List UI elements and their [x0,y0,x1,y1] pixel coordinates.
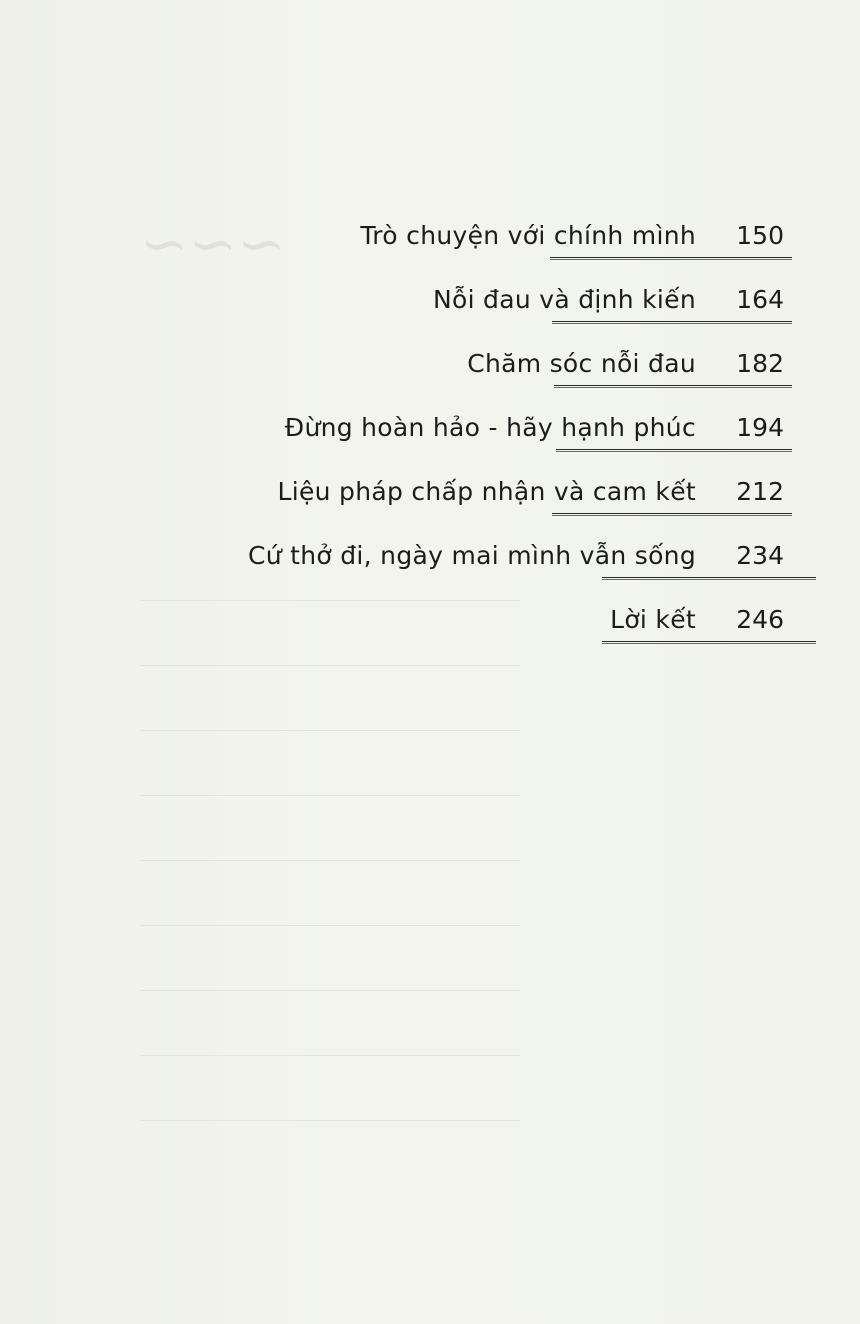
toc-entry[interactable] [277,452,792,516]
show-through-rule [140,795,520,796]
toc-entry-page: 164 [736,285,784,314]
toc-entry-page: 212 [736,477,784,506]
toc-entry-page: 182 [736,349,784,378]
toc-entry[interactable] [285,388,792,452]
toc-entry[interactable] [467,324,792,388]
toc-entry[interactable] [610,580,792,644]
toc-entry-title: Trò chuyện với chính mình [360,221,696,250]
toc-entry-page: 194 [736,413,784,442]
toc-entry-page: 246 [736,605,784,634]
show-through-rule [140,1120,520,1121]
toc-entry-title: Chăm sóc nỗi đau [467,349,696,378]
show-through-rule [140,925,520,926]
show-through-rule [140,860,520,861]
toc-entry-title: Nỗi đau và định kiến [432,285,696,314]
toc-entry-title: Cứ thở đi, ngày mai mình vẫn sống [248,541,696,570]
show-through-rule [140,600,520,601]
show-through-rule [140,990,520,991]
toc-entry-title: Đừng hoàn hảo - hãy hạnh phúc [284,413,696,442]
toc-entry[interactable] [433,260,792,324]
show-through-rule [140,1055,520,1056]
toc-entry-rule [602,641,816,644]
toc-entry-page: 150 [736,221,784,250]
toc-entry-title: Lời kết [610,605,696,634]
show-through-decoration: ~~~ [140,210,286,278]
toc-entry[interactable] [360,196,792,260]
toc-entry-page: 234 [736,541,784,570]
show-through-rule [140,730,520,731]
toc-entry[interactable] [248,516,792,580]
show-through-rule [140,665,520,666]
toc-entry-title: Liệu pháp chấp nhận và cam kết [277,477,696,506]
